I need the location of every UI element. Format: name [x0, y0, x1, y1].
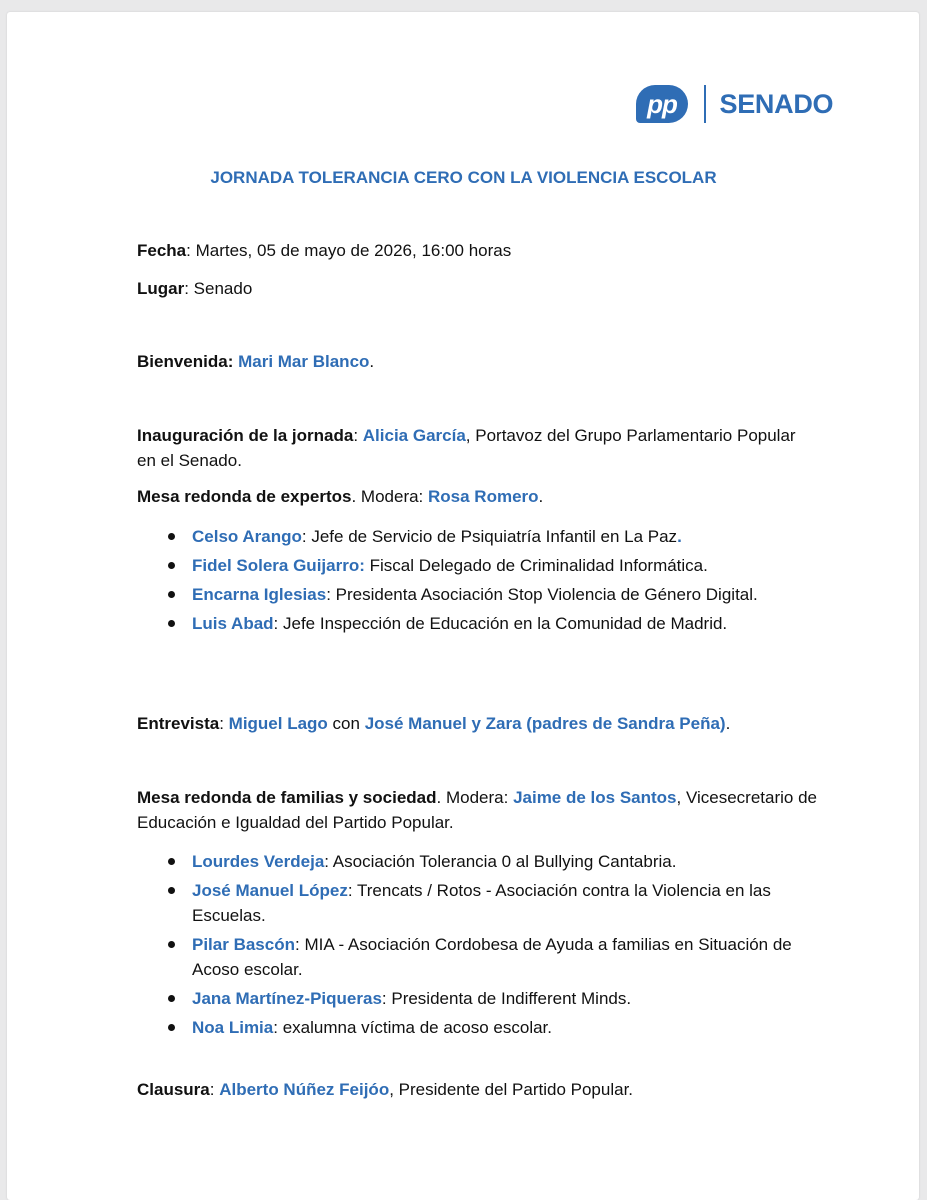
list-item [137, 582, 817, 607]
clausura-rest: , Presidente del Partido Popular. [389, 1080, 634, 1099]
list-item [137, 524, 817, 549]
speaker-name: Pilar Bascón [192, 935, 295, 954]
familias-list [137, 849, 817, 1040]
lugar-value: : Senado [184, 279, 253, 298]
clausura-label: Clausura [137, 1080, 210, 1099]
mesa-familias-rest: , Vicesecretario de Educación e Igualdad del Partido Popular. [137, 788, 817, 832]
bienvenida-name: Mari Mar Blanco [238, 352, 370, 371]
entrevista-name2: José Manuel y Zara (padres de Sandra Peña) [364, 714, 726, 733]
inauguracion-label: Inauguración de la jornada [137, 426, 354, 445]
speaker-name: José Manuel López [192, 881, 348, 900]
list-item [137, 553, 817, 578]
speaker-role: : Trencats / Rotos - Asociación contra la Violencia en las Escuelas. [192, 881, 771, 925]
lugar-line [137, 276, 817, 301]
inauguracion-name: Alicia García [362, 426, 466, 445]
mesa-familias-line [137, 785, 817, 835]
speaker-name: Noa Limia [192, 1018, 274, 1037]
mesa-expertos-sep: . Modera: [351, 487, 429, 506]
entrevista-sep: : [219, 714, 229, 733]
inauguracion-rest: , Portavoz del Grupo Parlamentario Popular en el Senado. [137, 426, 796, 470]
speaker-role: : Jefe de Servicio de Psiquiatría Infantil en La Paz [301, 527, 678, 546]
fecha-line [137, 238, 817, 263]
entrevista-mid: con [327, 714, 365, 733]
list-item [137, 878, 817, 928]
list-item [137, 986, 817, 1011]
entrevista-name1: Miguel Lago [228, 714, 328, 733]
speaker-name: Lourdes Verdeja [192, 852, 325, 871]
inauguracion-sep: : [353, 426, 363, 445]
entrevista-label: Entrevista [137, 714, 220, 733]
speaker-name: Celso Arango [192, 527, 302, 546]
expertos-list [137, 524, 817, 636]
pp-senado-logo [636, 84, 833, 124]
fecha-value: : Martes, 05 de mayo de 2026, 16:00 horas [186, 241, 512, 260]
speaker-name: Luis Abad [192, 614, 274, 633]
speaker-role: : Asociación Tolerancia 0 al Bullying Cantabria. [324, 852, 677, 871]
bienvenida-rest: . [369, 352, 375, 371]
fecha-label: Fecha [137, 241, 187, 260]
speaker-tail: . [677, 527, 682, 546]
mesa-familias-sep: . Modera: [436, 788, 514, 807]
logo-divider [704, 85, 706, 123]
lugar-label: Lugar [137, 279, 185, 298]
speaker-role: Fiscal Delegado de Criminalidad Informática. [364, 556, 708, 575]
bienvenida-line [137, 349, 817, 374]
logo-text: SENADO [719, 88, 834, 119]
speaker-role: : Presidenta Asociación Stop Violencia de Género Digital. [326, 585, 758, 604]
mesa-familias-label: Mesa redonda de familias y sociedad [137, 788, 437, 807]
document-title: JORNADA TOLERANCIA CERO CON LA VIOLENCIA ESCOLAR [210, 168, 717, 187]
list-item [137, 849, 817, 874]
list-item [137, 932, 817, 982]
speaker-role: : Jefe Inspección de Educación en la Comunidad de Madrid. [273, 614, 728, 633]
list-item [137, 1015, 817, 1040]
mesa-expertos-rest: . [538, 487, 544, 506]
speaker-name: Encarna Iglesias [192, 585, 327, 604]
pp-logo-icon: pp [636, 85, 688, 123]
clausura-sep: : [209, 1080, 220, 1099]
clausura-name: Alberto Núñez Feijóo [219, 1080, 390, 1099]
speaker-name: Fidel Solera Guijarro: [192, 556, 365, 575]
speaker-role: : Presidenta de Indifferent Minds. [381, 989, 632, 1008]
speaker-role: : MIA - Asociación Cordobesa de Ayuda a familias en Situación de Acoso escolar. [192, 935, 792, 979]
list-item [137, 611, 817, 636]
entrevista-line [137, 711, 817, 736]
mesa-expertos-line [137, 484, 817, 509]
mesa-expertos-moderator: Rosa Romero [428, 487, 539, 506]
mesa-expertos-label: Mesa redonda de expertos [137, 487, 352, 506]
entrevista-rest: . [725, 714, 731, 733]
mesa-familias-moderator: Jaime de los Santos [513, 788, 677, 807]
speaker-name: Jana Martínez-Piqueras [192, 989, 382, 1008]
speaker-role: : exalumna víctima de acoso escolar. [273, 1018, 552, 1037]
inauguracion-line [137, 423, 817, 473]
bienvenida-label: Bienvenida: [137, 352, 234, 371]
clausura-line [137, 1077, 817, 1102]
